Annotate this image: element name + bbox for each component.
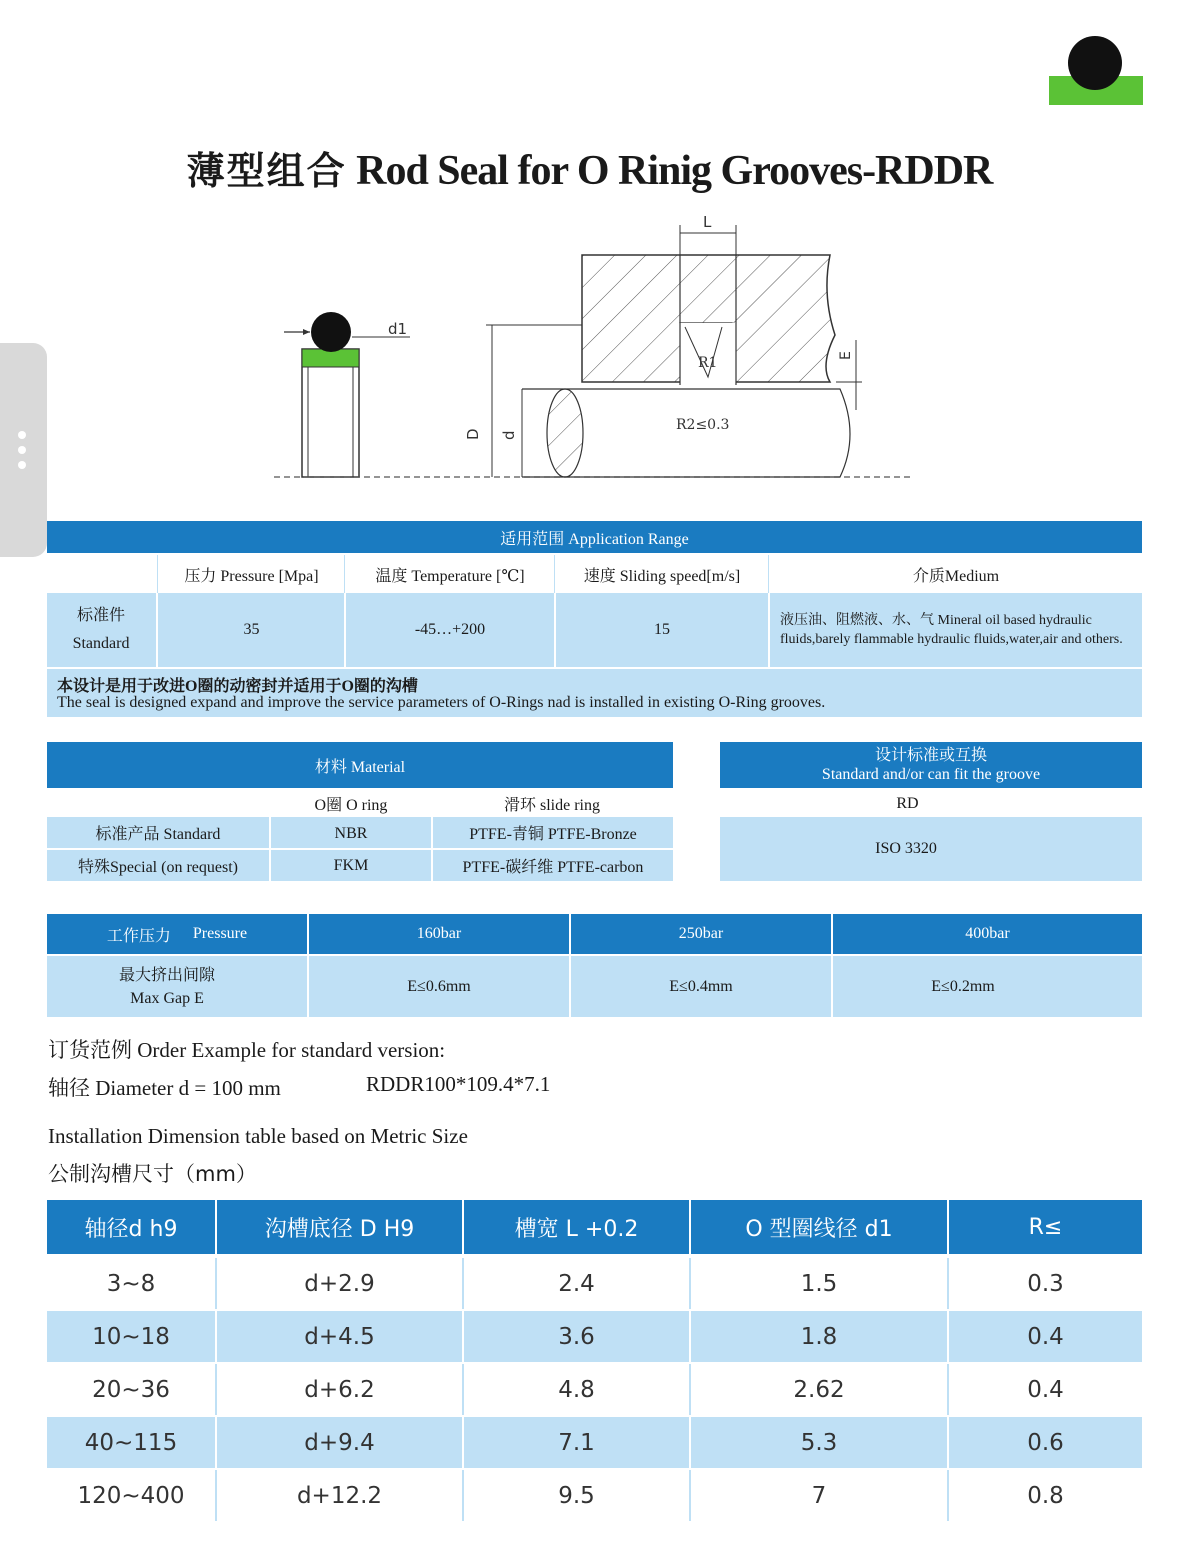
material-header <box>47 742 673 788</box>
label-d: d <box>500 430 518 440</box>
installation-header <box>47 1200 1142 1254</box>
cell-oring-section: 1.8 <box>800 1323 838 1350</box>
label-L: L <box>703 213 712 231</box>
cell-shaft-diameter: 20~36 <box>92 1376 170 1403</box>
cell-oring-section: 5.3 <box>800 1429 838 1456</box>
pressure-label-en: Pressure <box>192 925 248 942</box>
material-header-text: 材料 Material <box>314 758 406 776</box>
side-panel-handle[interactable] <box>0 343 47 557</box>
table-row <box>47 1364 1142 1415</box>
standard-fit-header-text <box>720 742 1142 788</box>
material-label-special: 特殊Special (on request) <box>78 859 238 876</box>
dot-icon <box>18 431 26 439</box>
application-header <box>47 521 1142 553</box>
cell-groove-width: 3.6 <box>558 1323 595 1350</box>
material-columns <box>47 790 673 816</box>
standard-fit-header <box>720 742 1142 788</box>
col-shaft-diameter: 轴径d h9 <box>84 1216 178 1242</box>
cell-radius: 0.4 <box>1027 1376 1064 1403</box>
order-example-diameter: 轴径 Diameter d = 100 mm <box>48 1076 281 1100</box>
table-row <box>47 1417 1142 1468</box>
gap-label-en: Max Gap E <box>130 989 204 1007</box>
seal-cross-section <box>284 312 410 477</box>
table-row <box>47 1470 1142 1521</box>
gap-400: E≤0.2mm <box>931 977 995 995</box>
application-header-text: 适用范围 Application Range <box>500 530 689 548</box>
cell-shaft-diameter: 10~18 <box>92 1323 170 1350</box>
row-label-cn: 标准件 <box>76 607 125 624</box>
speed-value: 15 <box>654 621 670 638</box>
application-columns <box>47 555 1142 593</box>
material-rows <box>47 817 673 881</box>
cell-oring-section: 2.62 <box>793 1376 845 1403</box>
order-example-code: RDDR100*109.4*7.1 <box>366 1072 551 1096</box>
installation-title-en: Installation Dimension table based on Metric Size <box>48 1124 468 1148</box>
cell-shaft-diameter: 3~8 <box>106 1270 156 1297</box>
cell-groove-diameter: d+12.2 <box>296 1482 383 1509</box>
pressure-250: 250bar <box>678 925 724 942</box>
col-oring-section: O 型圈线径 d1 <box>745 1216 893 1242</box>
cell-groove-width: 2.4 <box>558 1270 595 1297</box>
application-note <box>47 669 1142 717</box>
label-R1: R1 <box>698 355 718 371</box>
cell-groove-diameter: d+6.2 <box>304 1376 375 1403</box>
cell-groove-width: 4.8 <box>558 1376 595 1403</box>
col-medium: 介质Medium <box>912 567 1000 585</box>
cell-groove-width: 7.1 <box>558 1429 595 1456</box>
pressure-value: 35 <box>243 621 260 638</box>
page-title <box>0 140 1179 195</box>
material-slide-special: PTFE-碳纤维 PTFE-carbon <box>462 859 644 876</box>
gap-label <box>47 956 287 1017</box>
material-oring-standard: NBR <box>334 825 368 842</box>
col-temperature: 温度 Temperature [℃] <box>375 567 525 585</box>
pressure-400: 400bar <box>965 925 1010 942</box>
material-label-standard: 标准产品 Standard <box>95 826 221 843</box>
col-speed: 速度 Sliding speed[m/s] <box>583 567 741 585</box>
standard-fit-value: ISO 3320 <box>875 840 937 857</box>
dot-icon <box>18 446 26 454</box>
label-d1: d1 <box>388 320 408 338</box>
cell-oring-section: 1.5 <box>800 1270 838 1297</box>
title-cn: 薄型组合 <box>186 148 347 193</box>
standard-fit-subheader: RD <box>896 795 919 812</box>
label-E: E <box>838 351 854 360</box>
cell-radius: 0.6 <box>1027 1429 1064 1456</box>
application-row <box>47 593 1142 667</box>
table-row <box>47 1258 1142 1309</box>
installation-title-cn: 公制沟槽尺寸（mm） <box>48 1162 257 1186</box>
medium-value: 液压油、阻燃液、水、气 Mineral oil based hydraulic fluids,barely flammable hydraulic fluids,water,air and others. <box>780 613 1123 647</box>
cell-groove-diameter: d+9.4 <box>304 1429 375 1456</box>
cell-radius: 0.3 <box>1027 1270 1064 1297</box>
material-oring-special: FKM <box>333 856 369 874</box>
note-cn: 本设计是用于改进O圈的动密封并适用于O圈的沟槽 <box>57 678 418 695</box>
label-R2: R2≤0.3 <box>676 417 730 433</box>
col-groove-diameter: 沟槽底径 D H9 <box>264 1216 415 1242</box>
col-radius: R≤ <box>1028 1214 1063 1240</box>
standard-fit-row <box>720 817 1142 881</box>
order-example-title: 订货范例 Order Example for standard version: <box>48 1038 446 1062</box>
gap-160: E≤0.6mm <box>407 977 471 995</box>
gap-250: E≤0.4mm <box>669 977 733 995</box>
col-slide-ring: 滑环 slide ring <box>504 796 600 814</box>
row-label <box>47 593 155 667</box>
temperature-value: -45…+200 <box>414 621 486 638</box>
dot-icon <box>18 461 26 469</box>
title-en: Rod Seal for O Rinig Grooves-RDDR <box>356 148 993 194</box>
cell-oring-section: 7 <box>811 1482 827 1509</box>
row-label-en: Standard <box>72 635 130 652</box>
pressure-label-cn: 工作压力 <box>106 927 171 945</box>
col-pressure: 压力 Pressure [Mpa] <box>184 567 319 585</box>
gap-row <box>47 956 1142 1017</box>
standard-fit-header-en: Standard and/or can fit the groove <box>821 766 1041 783</box>
cell-radius: 0.4 <box>1027 1323 1064 1350</box>
label-D: D <box>464 428 482 440</box>
table-row <box>47 1311 1142 1362</box>
cell-groove-diameter: d+4.5 <box>304 1323 375 1350</box>
cell-shaft-diameter: 120~400 <box>77 1482 185 1509</box>
note-en: The seal is designed expand and improve the service parameters of O-Rings nad is installed in existing O-Ring grooves. <box>57 694 826 711</box>
cell-groove-diameter: d+2.9 <box>304 1270 375 1297</box>
logo-oring-ball <box>1068 36 1122 90</box>
col-groove-width: 槽宽 L +0.2 <box>514 1216 639 1242</box>
pressure-160: 160bar <box>416 925 462 942</box>
col-oring: O圈 O ring <box>314 796 388 814</box>
cell-shaft-diameter: 40~115 <box>84 1429 178 1456</box>
pressure-label <box>47 914 307 954</box>
gap-label-cn: 最大挤出间隙 <box>118 966 215 984</box>
standard-fit-header-cn: 设计标准或互换 <box>874 747 987 764</box>
cell-groove-width: 9.5 <box>558 1482 595 1509</box>
material-slide-standard: PTFE-青铜 PTFE-Bronze <box>469 826 637 843</box>
groove-diagram <box>260 205 920 490</box>
cell-radius: 0.8 <box>1027 1482 1064 1509</box>
pressure-header <box>47 914 1142 954</box>
